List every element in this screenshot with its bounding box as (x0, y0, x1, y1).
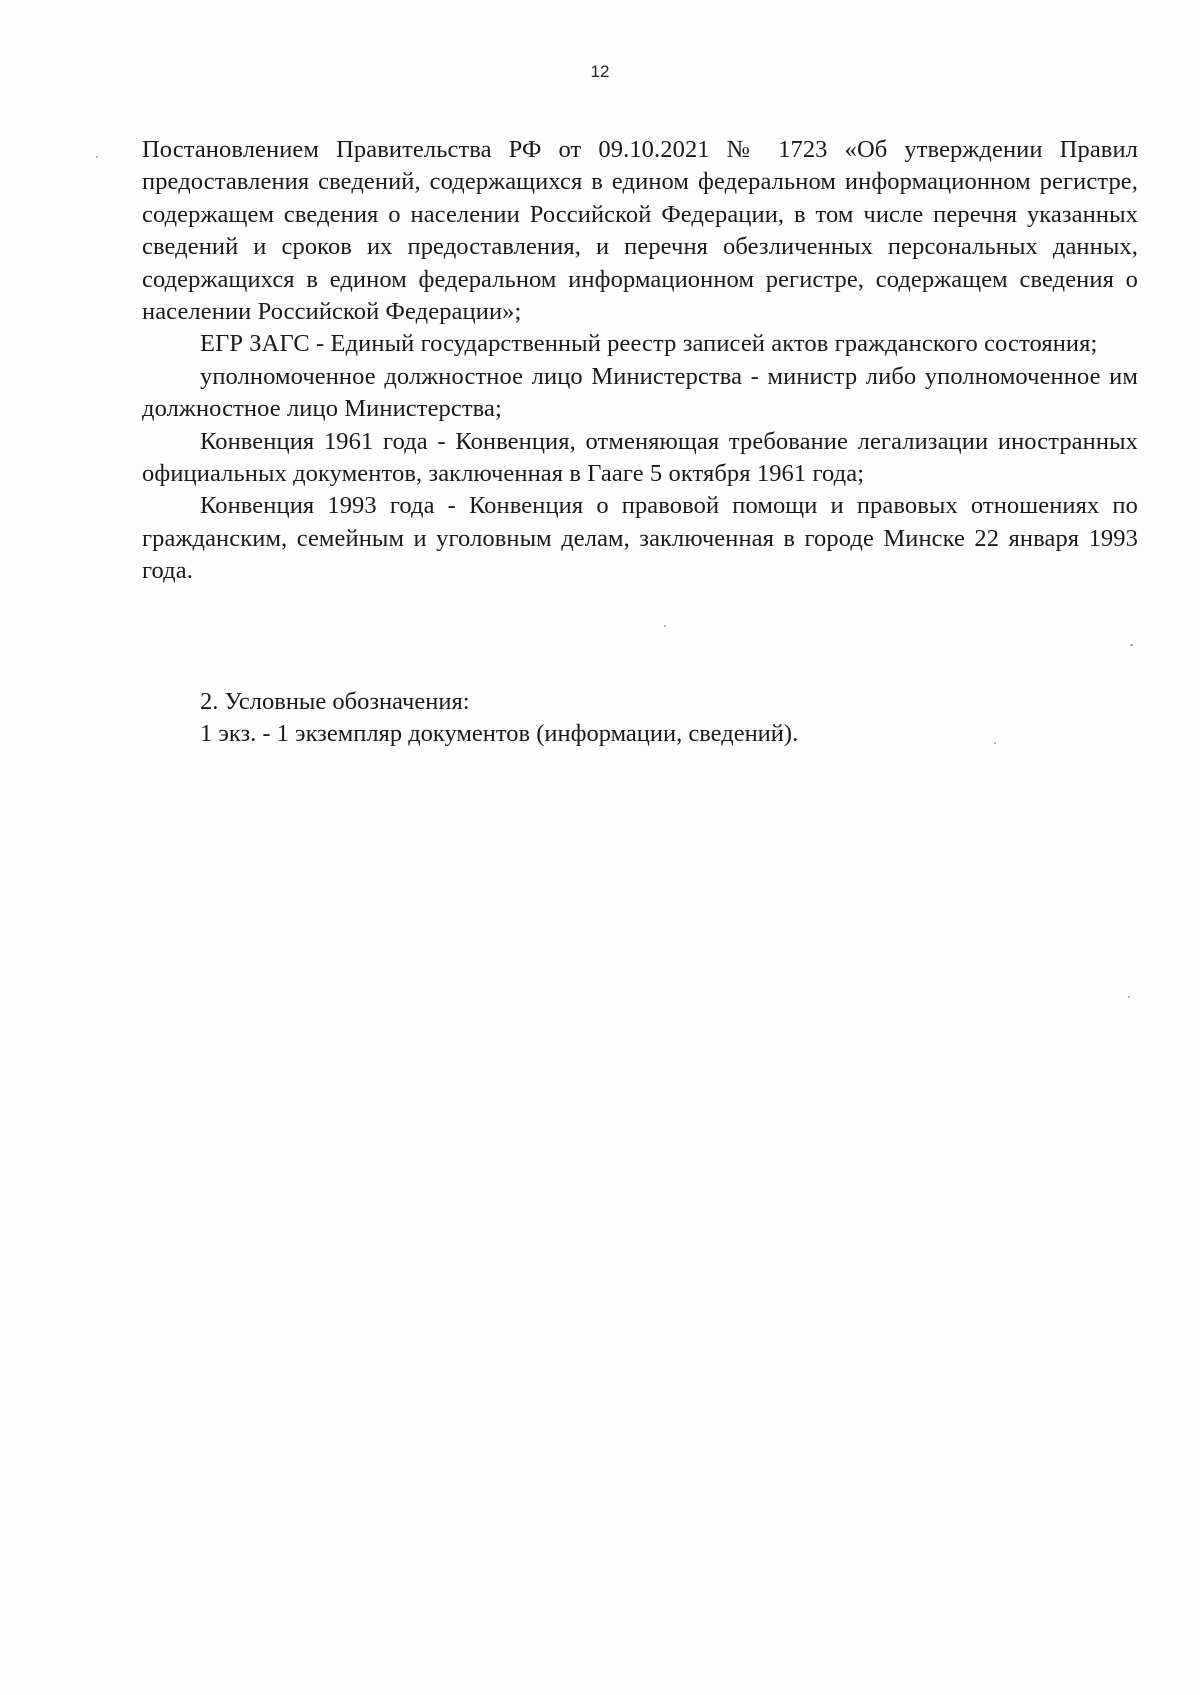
symbols-heading: 2. Условные обозначения: (200, 688, 470, 715)
scan-speck (1128, 996, 1130, 998)
scan-speck (1130, 644, 1133, 646)
symbols-item: 1 экз. - 1 экземпляр документов (информации, сведений). (200, 720, 799, 748)
definition-paragraph-convention-1993: Конвенция 1993 года - Конвенция о правовой помощи и правовых отношениях по гражданским, семейным и уголовным делам, заключенная в городе Минске 22 января 1993 года. (142, 492, 1138, 585)
scan-speck (994, 742, 996, 744)
definitions-block (142, 134, 1138, 588)
scan-speck (664, 625, 666, 627)
definition-paragraph-authorized-official: уполномоченное должностное лицо Министерства - министр либо уполномоченное им должностное лицо Министерства; (142, 362, 1138, 423)
symbols-section (142, 686, 1138, 751)
definition-paragraph-convention-1961: Конвенция 1961 года - Конвенция, отменяющая требование легализации иностранных официальных документов, заключенная в Гааге 5 октября 1961 года; (142, 427, 1138, 488)
definition-paragraph-egr-zags: ЕГР ЗАГС - Единый государственный реестр записей актов гражданского состояния; (200, 330, 1098, 358)
scan-speck (96, 156, 98, 158)
definition-paragraph-resolution: Постановлением Правительства РФ от 09.10.2021 № 1723 «Об утверждении Правил предоставления сведений, содержащихся в едином федеральном информационном регистре, содержащем сведения о населении Российской Федерации, в том числе перечня указанных сведений и сроков их предоставления, и перечня обезличенных персональных данных, содержащихся в едином федеральном информационном регистре, содержащем сведения о населении Российской Федерации»; (142, 136, 1138, 326)
page-number: 12 (590, 62, 610, 81)
